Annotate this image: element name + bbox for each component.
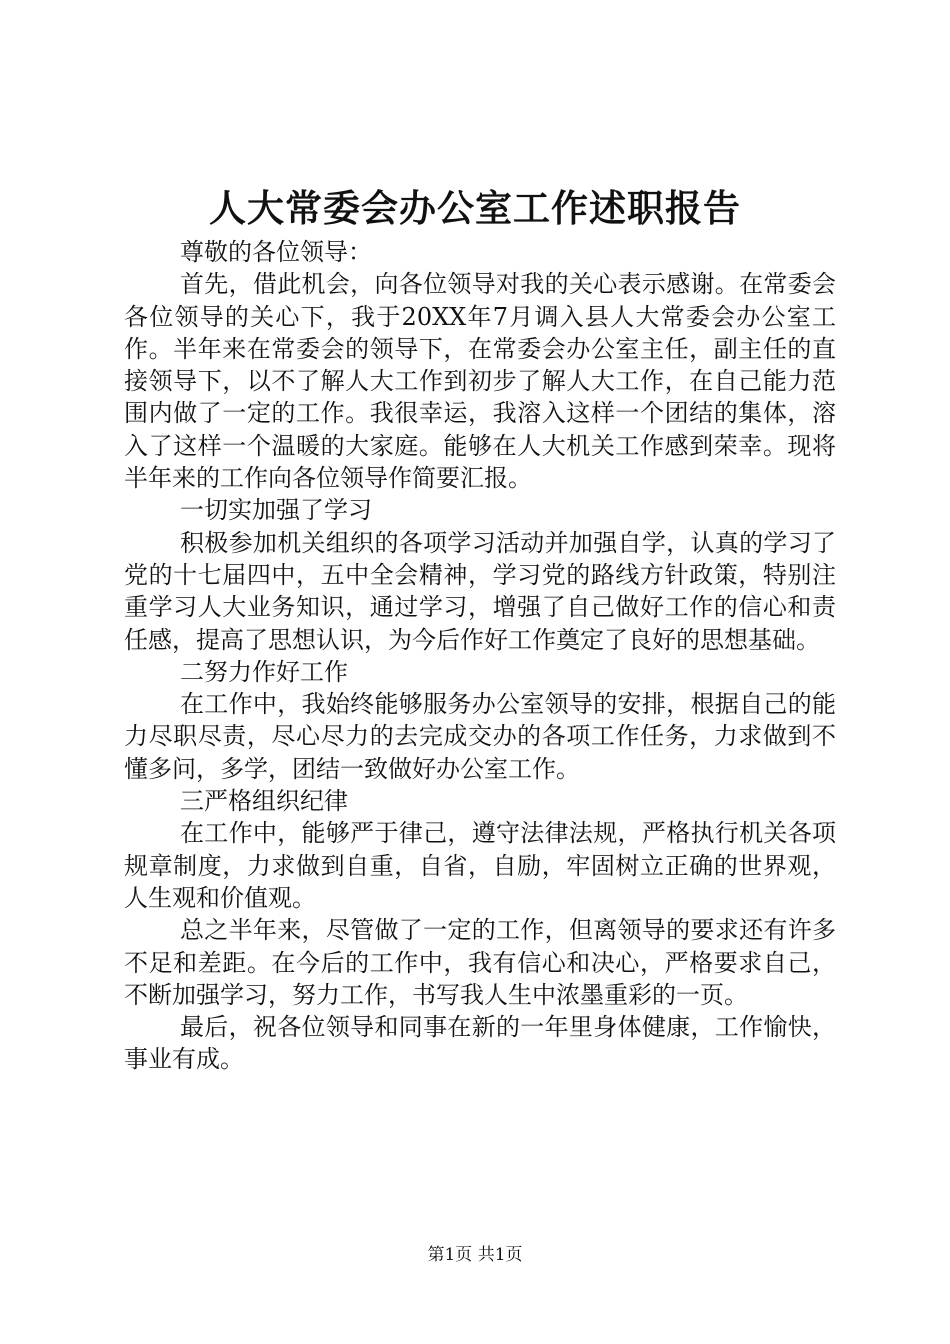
page-number-footer: 第1页 共1页: [427, 1245, 523, 1265]
work-paragraph: 在工作中，我始终能够服务办公室领导的安排，根据自己的能力尽职尽责，尽心尽力的去完成交办的各项工作任务，力求做到不懂多问，多学，团结一致做好办公室工作。: [124, 690, 836, 783]
document-body: [124, 236, 836, 1076]
salutation: 尊敬的各位领导：: [180, 238, 372, 266]
section-heading-work: 二努力作好工作: [180, 657, 348, 686]
study-paragraph: 积极参加机关组织的各项学习活动并加强自学，认真的学习了党的十七届四中，五中全会精神，学习党的路线方针政策，特别注重学习人大业务知识，通过学习，增强了自己做好工作的信心和责任感，提高了思想认识，为今后作好工作奠定了良好的思想基础。: [124, 528, 836, 654]
document-title: 人大常委会办公室工作述职报告: [209, 186, 741, 230]
section-heading-study: 一切实加强了学习: [180, 496, 372, 525]
closing-paragraph: 最后，祝各位领导和同事在新的一年里身体健康，工作愉快，事业有成。: [124, 1013, 836, 1074]
section-heading-discipline: 三严格组织纪律: [180, 787, 348, 816]
summary-paragraph: 总之半年来，尽管做了一定的工作，但离领导的要求还有许多不足和差距。在今后的工作中，我有信心和决心，严格要求自己，不断加强学习，努力工作，书写我人生中浓墨重彩的一页。: [124, 916, 836, 1009]
discipline-paragraph: 在工作中，能够严于律己，遵守法律法规，严格执行机关各项规章制度，力求做到自重，自省，自励，牢固树立正确的世界观，人生观和价值观。: [124, 819, 836, 912]
intro-paragraph: 首先，借此机会，向各位领导对我的关心表示感谢。在常委会各位领导的关心下，我于20XX年7月调入县人大常委会办公室工作。半年来在常委会的领导下，在常委会办公室主任，副主任的直接领导下，以不了解人大工作到初步了解人大工作，在自己能力范围内做了一定的工作。我很幸运，我溶入这样一个团结的集体，溶入了这样一个温暖的大家庭。能够在人大机关工作感到荣幸。现将半年来的工作向各位领导作简要汇报。: [124, 270, 836, 493]
